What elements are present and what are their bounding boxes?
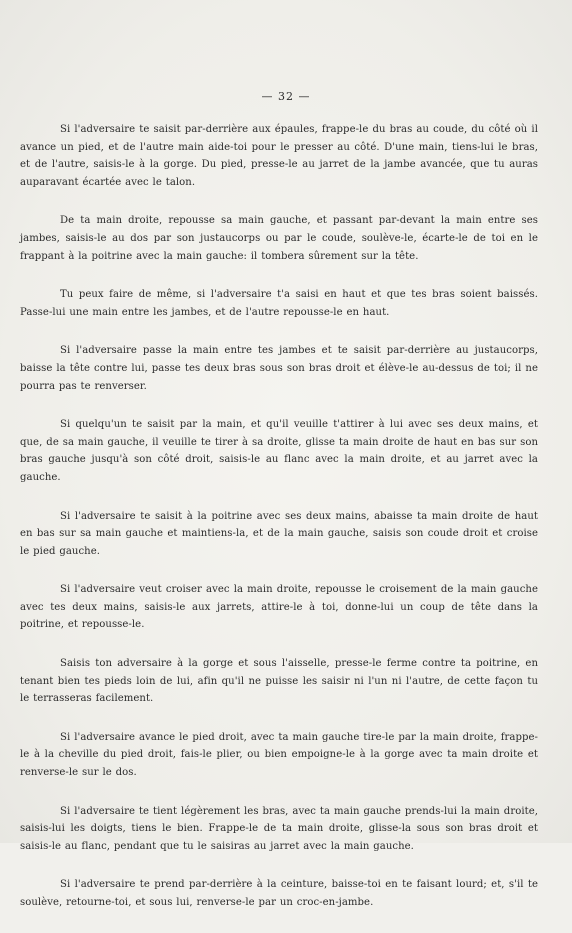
paragraph-6: Si l'adversaire te saisit à la poitrine avec ses deux mains, abaisse ta main droite de haut en bas sur sa main gauche et maintiens-la, et de la main gauche, saisis son coude droit et croise le pied gauche. [20, 510, 538, 557]
paragraph-9: Si l'adversaire avance le pied droit, avec ta main gauche tire-le par la main droite, frappe-le à la cheville du pied droit, fais-le plier, ou bien empoigne-le à la gorge avec ta main droite et renverse-le sur le dos. [20, 731, 538, 779]
paragraph-3: Tu peux faire de même, si l'adversaire t'a saisi en haut et que tes bras soient baissés. Passe-lui une main entre les jambes, et de l'autre repousse-le en haut. [20, 289, 538, 318]
paragraph-2: De ta main droite, repousse sa main gauche, et passant par-devant la main entre ses jambes, saisis-le au dos par son justaucorps ou par le coude, soulève-le, écarte-le de toi en le frappant à la poitrine avec la main gauche: il tombera sûrement sur la tête. [20, 215, 538, 262]
paragraph-7: Si l'adversaire veut croiser avec la main droite, repousse le croisement de la main gauche avec tes deux mains, saisis-le aux jarrets, attire-le à toi, donne-lui un coup de tête dans la poitrine, et repousse-le. [20, 584, 538, 631]
page-number: — 32 — [261, 90, 311, 103]
paragraph-1: Si l'adversaire te saisit par-derrière aux épaules, frappe-le du bras au coude, du côté où il avance un pied, et de l'autre main aide-toi pour le presser au côté. D'une main, tiens-lui le bras, et de l'autre, saisis-le à la gorge. Du pied, presse-le au jarret de la jambe avancée, que tu auras auparavant écartée avec le talon. [20, 124, 538, 188]
paragraph-10: Si l'adversaire te tient légèrement les bras, avec ta main gauche prends-lui la main droite, saisis-lui les doigts, tiens le bien. Frappe-le de ta main droite, glisse-la sous son bras droit et saisis-le au flanc, pendant que tu le saisiras au jarret avec la main gauche. [20, 805, 538, 852]
paragraph-5: Si quelqu'un te saisit par la main, et qu'il veuille t'attirer à lui avec ses deux mains, et que, de sa main gauche, il veuille te tirer à sa droite, glisse ta main droite de haut en bas sur son bras gauche jusqu'à son côté droit, saisis-le au flanc avec la main droite, et au jarret avec la gauche. [20, 419, 538, 483]
paragraph-8: Saisis ton adversaire à la gorge et sous l'aisselle, presse-le ferme contre ta poitrine, en tenant bien tes pieds loin de lui, afin qu'il ne puisse les saisir ni l'un ni l'autre, de cette façon tu le terrasseras facilement. [20, 658, 538, 705]
paragraph-4: Si l'adversaire passe la main entre tes jambes et te saisit par-derrière au justaucorps, baisse la tête contre lui, passe tes deux bras sous son bras droit et élève-le au-dessus de toi; il ne pourra pas te renverser. [20, 345, 538, 392]
paragraph-11: Si l'adversaire te prend par-derrière à la ceinture, baisse-toi en te faisant lourd; et, s'il te soulève, retourne-toi, et sous lui, renverse-le par un croc-en-jambe. [20, 879, 538, 908]
body-text [20, 121, 538, 933]
